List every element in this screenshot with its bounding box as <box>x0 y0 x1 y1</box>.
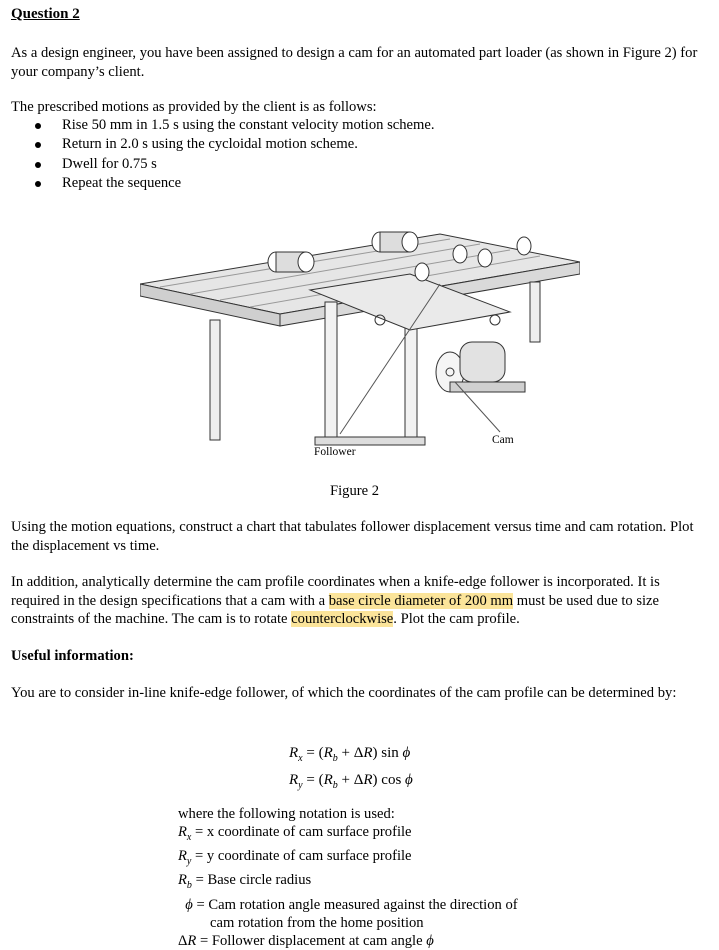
motion-list <box>35 116 435 193</box>
notation-intro: where the following notation is used: <box>178 806 395 822</box>
list-item: Repeat the sequence <box>35 174 435 193</box>
highlight-direction: counterclockwise <box>291 611 394 627</box>
task-paragraph-1: Using the motion equations, construct a chart that tabulates follower displacement versus time and cam rotation. Plot the displacement vs time. <box>11 519 694 554</box>
bullet-icon <box>35 162 41 168</box>
motions-intro: The prescribed motions as provided by the client is as follows: <box>11 99 377 115</box>
notation-ry: $R_y = y$ coordinate of cam surface profile <box>178 848 412 868</box>
follower-label: Follower <box>314 446 356 458</box>
figure-caption: Figure 2 <box>330 483 380 499</box>
highlight-base-circle: base circle diameter of 200 mm <box>328 592 514 609</box>
list-item: Return in 2.0 s using the cycloidal motion scheme. <box>35 135 435 154</box>
bullet-icon <box>35 123 41 129</box>
equation-ry: $R_y = (R_b + \Delta R)$ cos ϕ <box>289 772 413 791</box>
bullet-icon <box>35 142 41 148</box>
cam-label: Cam <box>492 434 514 446</box>
list-item: Rise 50 mm in 1.5 s using the constant velocity motion scheme. <box>35 116 435 135</box>
part-loader-figure <box>140 222 580 472</box>
useful-text: You are to consider in-line knife-edge follower, of which the coordinates of the cam profile can be determined by: <box>11 685 677 701</box>
intro-paragraph: As a design engineer, you have been assigned to design a cam for an automated part loader (as shown in Figure 2) for your company’s client. <box>11 45 698 80</box>
notation-phi-cont: cam rotation from the home position <box>210 914 424 931</box>
equation-rx: $R_x = (R_b + \Delta R)$ sin ϕ <box>289 745 411 764</box>
notation-phi: ϕ = Cam rotation angle measured against the direction of <box>185 896 518 913</box>
question-title: Question 2 <box>11 6 80 22</box>
notation-rb: $R_b$ = Base circle radius <box>178 872 312 892</box>
task-paragraph-2: In addition, analytically determine the cam profile coordinates when a knife-edge follower is incorporated. It is required in the design specifications that a cam with a base circle diameter of 200 mm must be used due to size constraints of the machine. The cam is to rotate counterclockwise. Plot the cam profile. <box>11 574 660 627</box>
list-item: Dwell for 0.75 s <box>35 155 435 174</box>
notation-block <box>178 805 518 950</box>
notation-rx: $R_x = x$ coordinate of cam surface profile <box>178 824 412 844</box>
bullet-icon <box>35 181 41 187</box>
useful-heading: Useful information: <box>11 648 134 664</box>
notation-dr: ΔR = Follower displacement at cam angle ϕ <box>178 932 434 949</box>
